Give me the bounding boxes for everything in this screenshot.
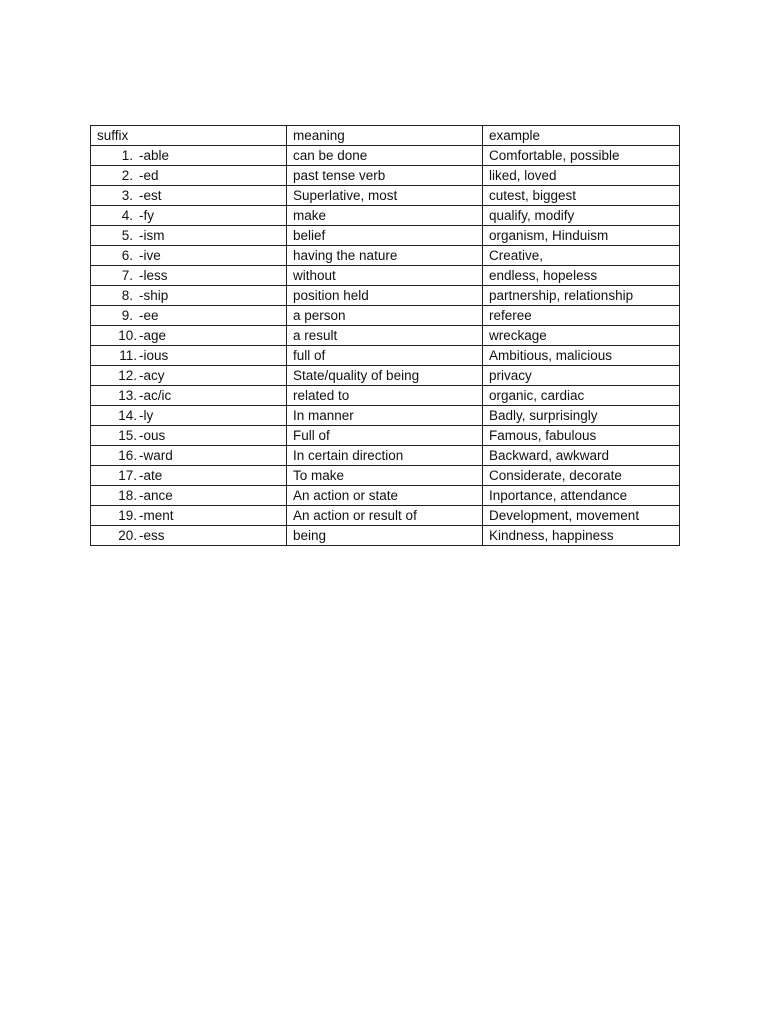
table-row <box>91 226 680 246</box>
meaning-cell: In certain direction <box>287 446 483 466</box>
suffix-cell <box>91 306 287 326</box>
example-cell: Famous, fabulous <box>483 426 680 446</box>
example-cell: privacy <box>483 366 680 386</box>
suffix-text: -ate <box>139 467 163 483</box>
meaning-cell: can be done <box>287 146 483 166</box>
suffix-text: -ward <box>139 447 173 463</box>
suffix-text: -ism <box>139 227 165 243</box>
suffix-cell <box>91 146 287 166</box>
header-example: example <box>483 126 680 146</box>
table-row <box>91 466 680 486</box>
table-row <box>91 446 680 466</box>
meaning-cell: In manner <box>287 406 483 426</box>
suffix-cell <box>91 326 287 346</box>
example-cell: Comfortable, possible <box>483 146 680 166</box>
meaning-cell: being <box>287 526 483 546</box>
row-number: 7. <box>121 267 133 283</box>
row-number: 8. <box>121 287 133 303</box>
meaning-cell: make <box>287 206 483 226</box>
suffix-text: -ous <box>139 427 166 443</box>
example-cell: partnership, relationship <box>483 286 680 306</box>
table-row <box>91 346 680 366</box>
meaning-cell: without <box>287 266 483 286</box>
meaning-cell: State/quality of being <box>287 366 483 386</box>
table-header-row <box>91 126 680 146</box>
example-cell: Ambitious, malicious <box>483 346 680 366</box>
header-meaning: meaning <box>287 126 483 146</box>
suffix-text: -ly <box>139 407 154 423</box>
suffix-text: -able <box>139 147 170 163</box>
example-cell: endless, hopeless <box>483 266 680 286</box>
suffix-cell <box>91 486 287 506</box>
meaning-cell: belief <box>287 226 483 246</box>
meaning-cell: Full of <box>287 426 483 446</box>
example-cell: wreckage <box>483 326 680 346</box>
meaning-cell: An action or state <box>287 486 483 506</box>
example-cell: liked, loved <box>483 166 680 186</box>
table-row <box>91 246 680 266</box>
table-row <box>91 486 680 506</box>
meaning-cell: past tense verb <box>287 166 483 186</box>
example-cell: organic, cardiac <box>483 386 680 406</box>
example-cell: Creative, <box>483 246 680 266</box>
suffix-text: -ance <box>139 487 173 503</box>
meaning-cell: full of <box>287 346 483 366</box>
row-number: 2. <box>121 167 133 183</box>
example-cell: Considerate, decorate <box>483 466 680 486</box>
row-number: 1. <box>121 147 133 163</box>
meaning-cell: having the nature <box>287 246 483 266</box>
suffix-text: -ac/ic <box>139 387 172 403</box>
table-row <box>91 146 680 166</box>
table-row <box>91 306 680 326</box>
row-number: 20. <box>118 527 137 543</box>
suffix-cell <box>91 466 287 486</box>
suffix-cell <box>91 506 287 526</box>
suffix-text: -ious <box>139 347 169 363</box>
suffix-text: -ess <box>139 527 165 543</box>
meaning-cell: An action or result of <box>287 506 483 526</box>
suffix-cell <box>91 246 287 266</box>
suffix-text: -ive <box>139 247 161 263</box>
table-body <box>91 126 680 546</box>
suffix-text: -age <box>139 327 167 343</box>
row-number: 6. <box>121 247 133 263</box>
suffix-cell <box>91 406 287 426</box>
row-number: 12. <box>118 367 137 383</box>
table-row <box>91 426 680 446</box>
table-row <box>91 166 680 186</box>
table-row <box>91 286 680 306</box>
example-cell: Development, movement <box>483 506 680 526</box>
meaning-cell: position held <box>287 286 483 306</box>
suffix-cell <box>91 186 287 206</box>
meaning-cell: Superlative, most <box>287 186 483 206</box>
suffix-text: -ment <box>139 507 174 523</box>
example-cell: Kindness, happiness <box>483 526 680 546</box>
meaning-cell: a person <box>287 306 483 326</box>
row-number: 11. <box>119 347 137 363</box>
row-number: 9. <box>121 307 133 323</box>
header-suffix: suffix <box>91 126 287 146</box>
row-number: 17. <box>118 467 137 483</box>
table-row <box>91 186 680 206</box>
example-cell: cutest, biggest <box>483 186 680 206</box>
row-number: 4. <box>121 207 133 223</box>
suffix-cell <box>91 426 287 446</box>
row-number: 10. <box>118 327 137 343</box>
row-number: 14. <box>118 407 137 423</box>
example-cell: organism, Hinduism <box>483 226 680 246</box>
meaning-cell: To make <box>287 466 483 486</box>
row-number: 15. <box>118 427 137 443</box>
example-cell: Inportance, attendance <box>483 486 680 506</box>
suffix-text: -acy <box>139 367 165 383</box>
table-row <box>91 526 680 546</box>
suffix-cell <box>91 526 287 546</box>
meaning-cell: related to <box>287 386 483 406</box>
row-number: 19. <box>118 507 137 523</box>
row-number: 13. <box>118 387 137 403</box>
example-cell: Badly, surprisingly <box>483 406 680 426</box>
row-number: 18. <box>118 487 137 503</box>
suffix-text: -ed <box>139 167 159 183</box>
example-cell: Backward, awkward <box>483 446 680 466</box>
suffix-cell <box>91 366 287 386</box>
suffix-table <box>90 125 680 546</box>
suffix-text: -fy <box>139 207 154 223</box>
suffix-text: -less <box>139 267 168 283</box>
table-row <box>91 386 680 406</box>
suffix-cell <box>91 446 287 466</box>
suffix-text: -ee <box>139 307 159 323</box>
row-number: 5. <box>121 227 133 243</box>
table-row <box>91 266 680 286</box>
suffix-text: -ship <box>139 287 169 303</box>
row-number: 16. <box>118 447 137 463</box>
suffix-cell <box>91 226 287 246</box>
suffix-cell <box>91 266 287 286</box>
suffix-cell <box>91 386 287 406</box>
suffix-text: -est <box>139 187 162 203</box>
suffix-cell <box>91 286 287 306</box>
example-cell: qualify, modify <box>483 206 680 226</box>
table-row <box>91 206 680 226</box>
row-number: 3. <box>121 187 133 203</box>
table-row <box>91 326 680 346</box>
table-row <box>91 366 680 386</box>
table-row <box>91 406 680 426</box>
meaning-cell: a result <box>287 326 483 346</box>
suffix-cell <box>91 166 287 186</box>
table-row <box>91 506 680 526</box>
suffix-cell <box>91 346 287 366</box>
suffix-cell <box>91 206 287 226</box>
example-cell: referee <box>483 306 680 326</box>
